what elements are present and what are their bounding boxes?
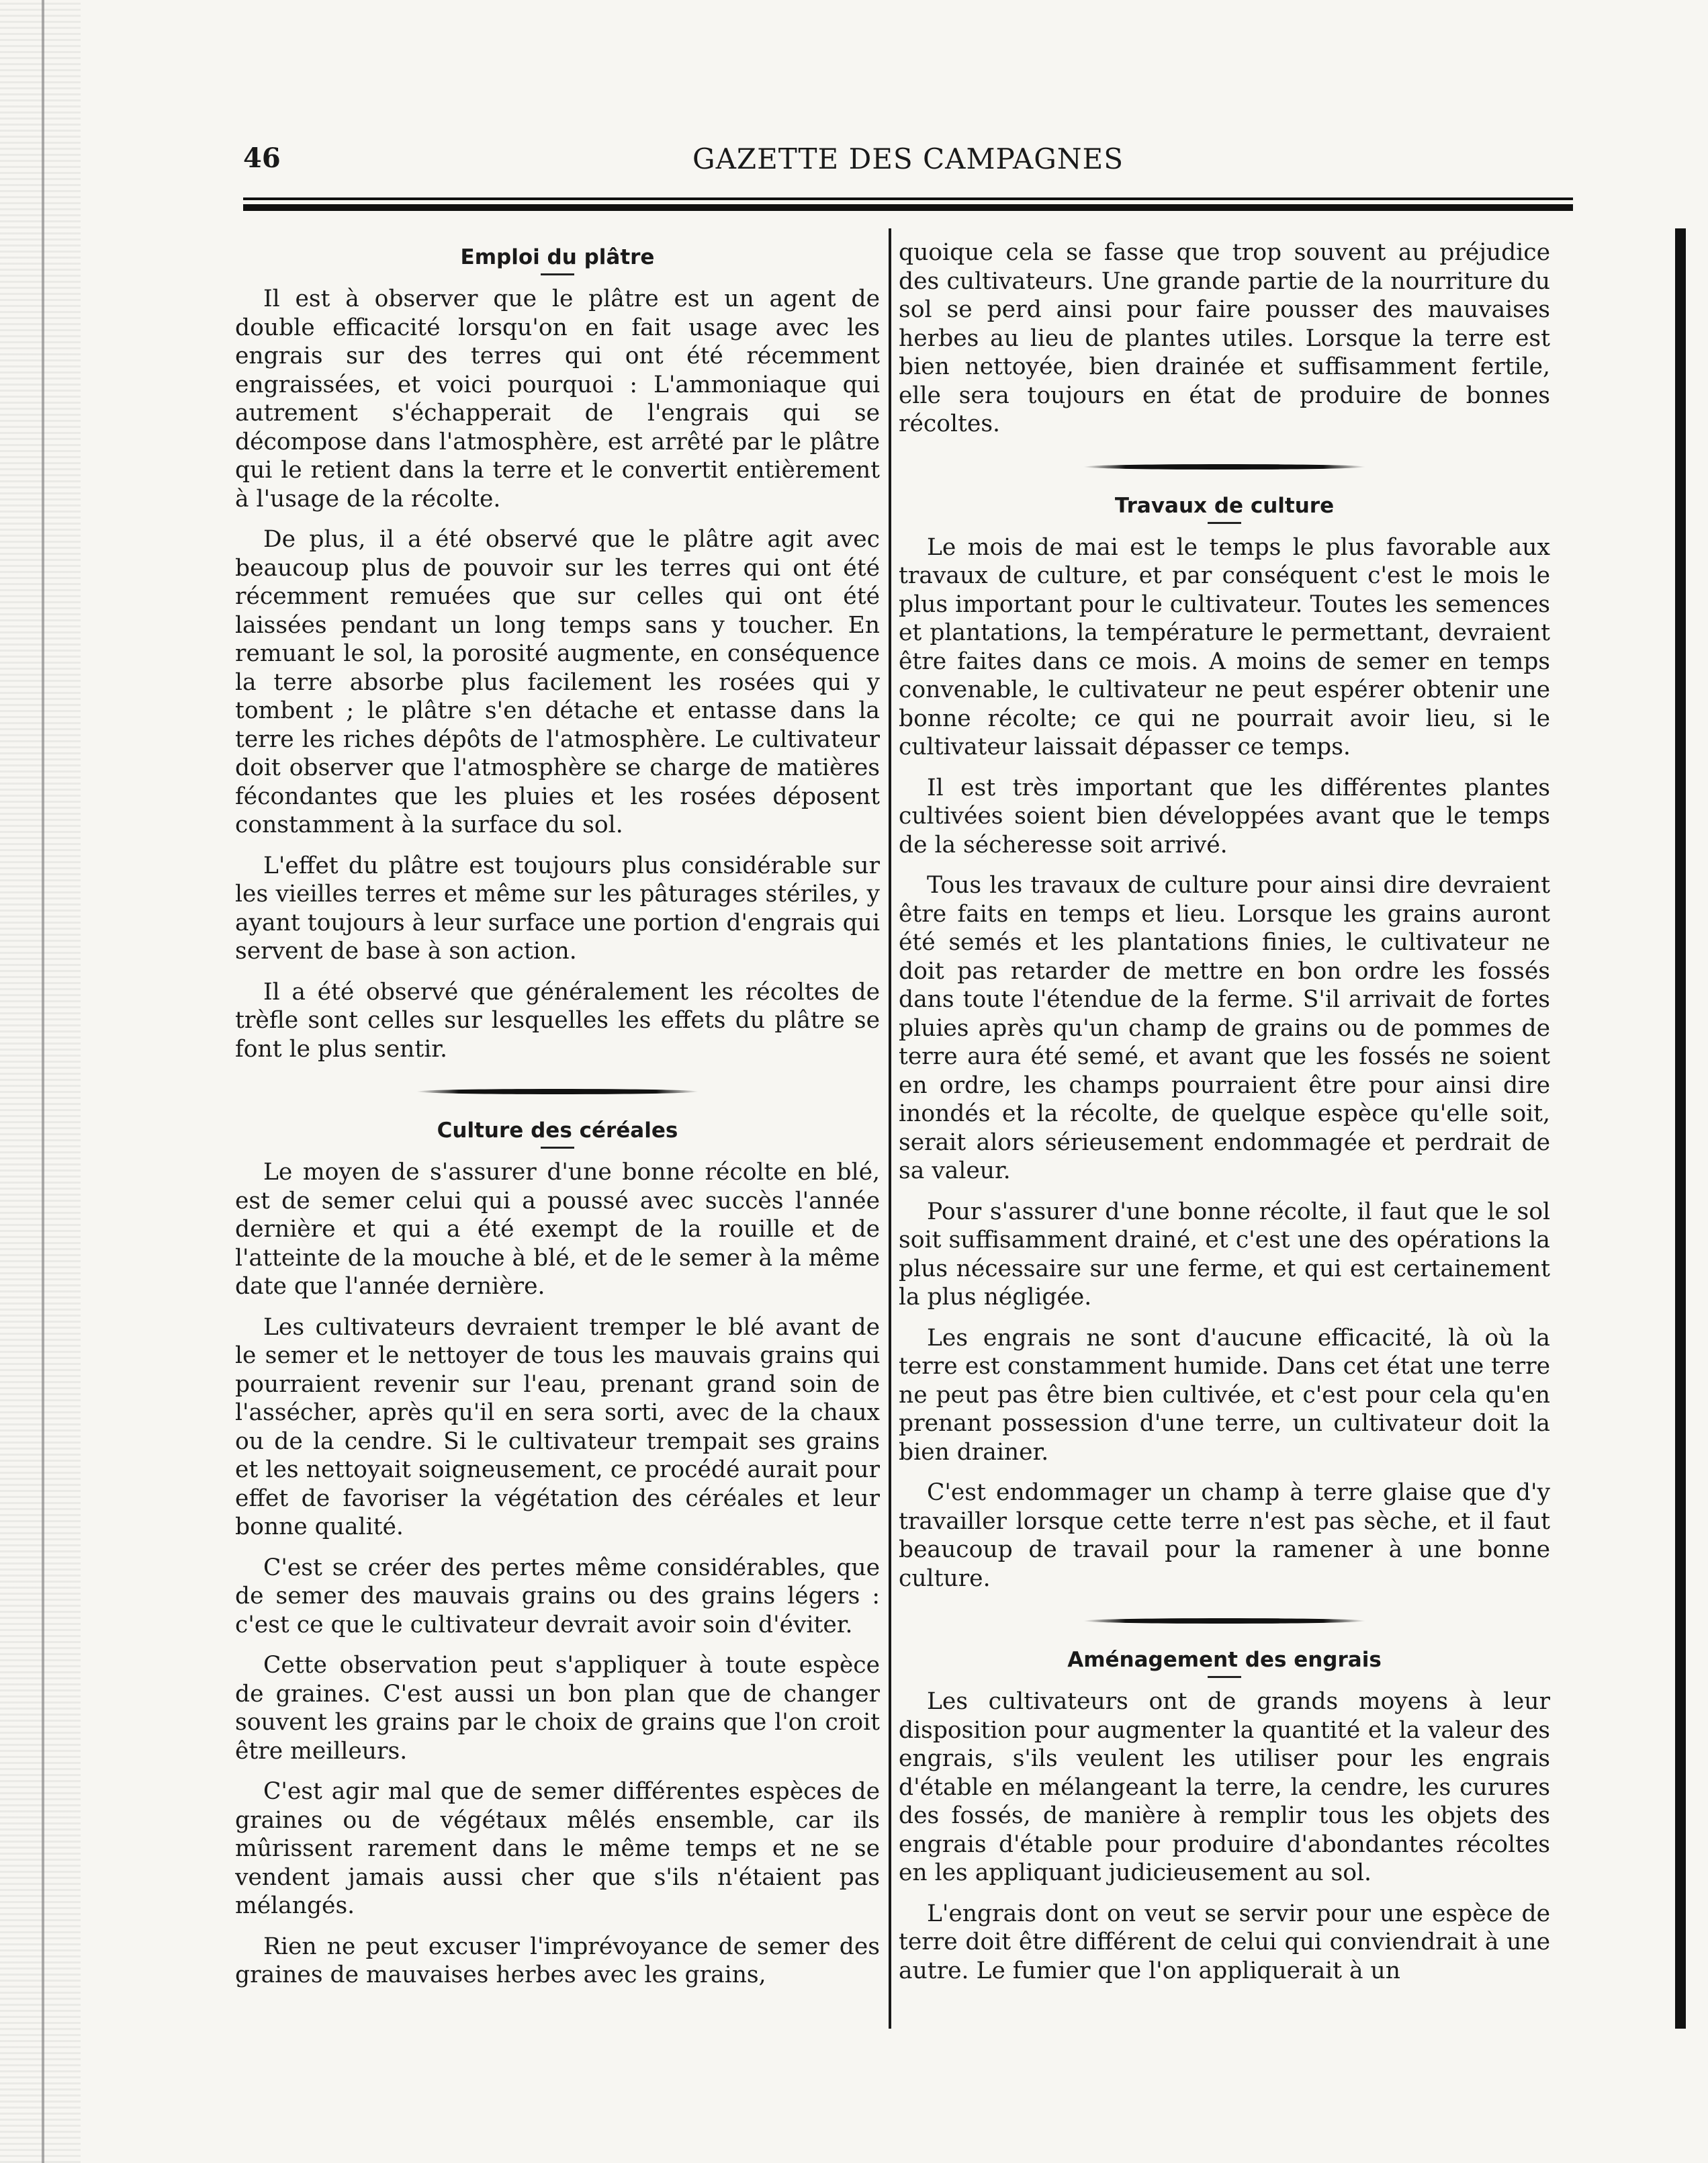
running-title: GAZETTE DES CAMPAGNES — [692, 142, 1124, 175]
binding-line — [42, 0, 44, 2163]
paragraph-continued: quoique cela se fasse que trop souvent au préjudice des cultivateurs. Une grande partie de la nourriture du sol se perd ainsi pour faire pousser des mauvaises herbes au lieu de plantes utiles. Lorsque la terre est bien nettoyée, bien drainée et suffisamment fertile, elle sera toujours en état de produire de bonnes récoltes. — [899, 239, 1550, 437]
title-dash — [541, 273, 574, 275]
paragraph: Les cultivateurs devraient tremper le blé avant de le semer et le nettoyer de tous les mauvais grains qui pourraient revenir sur l'eau, prenant grand soin de l'assécher, après qu'il en sera sorti, avec de la chaux ou de la cendre. Si le cultivateur trempait ses grains et les nettoyait soigneusement, ce procédé aurait pour effet de favoriser la végétation des céréales et leur bonne qualité. — [235, 1313, 880, 1540]
paragraph: Il a été observé que généralement les récoltes de trèfle sont celles sur lesquelles les effets du plâtre se font le plus sentir. — [235, 978, 880, 1063]
paragraph: Le mois de mai est le temps le plus favorable aux travaux de culture, et par conséquent c'est le mois le plus important pour le cultivateur. Toutes les semences et plantations, la température le permettant, devraient être faites dans ce mois. A moins de semer en temps convenable, le cultivateur ne peut espérer obtenir une bonne récolte; ce qui ne pourrait avoir lieu, si le cultivateur laissait dépasser ce temps. — [899, 533, 1550, 760]
section-title-amenagement-des-engrais: Aménagement des engrais — [1067, 1648, 1382, 1672]
paragraph: Tous les travaux de culture pour ainsi dire devraient être faits en temps et lieu. Lorsque les grains auront été semés et les plantations finies, le cultivateur ne doit pas retarder de mettre en bon ordre les fossés dans toute l'étendue de la ferme. S'il arrivait de fortes pluies après qu'un champ de grains ou de pommes de terre aura été semé, et avant que les fossés ne soient en ordre, les champs pourraient être pour ainsi dire inondés et la récolte, de quelque espèce qu'elle soit, serait alors sérieusement endommagée et perdrait de sa valeur. — [899, 872, 1550, 1184]
section-separator — [416, 1089, 699, 1094]
paragraph: C'est se créer des pertes même considérables, que de semer des mauvais grains ou des grains légers : c'est ce que le cultivateur devrait avoir soin d'éviter. — [235, 1554, 880, 1638]
paragraph: L'engrais dont on veut se servir pour une espèce de terre doit être différent de celui qui conviendrait à une autre. Le fumier que l'on appliquerait à un — [899, 1900, 1550, 1984]
paragraph: Pour s'assurer d'une bonne récolte, il faut que le sol soit suffisamment drainé, et c'est une des opérations la plus nécessaire sur une ferme, et qui est certainement la plus négligée. — [899, 1198, 1550, 1311]
paragraph: C'est agir mal que de semer différentes espèces de graines ou de végétaux mêlés ensemble, car ils mûrissent rarement dans le même temps et ne se vendent jamais aussi cher que s'ils n'étaient pas mélangés. — [235, 1778, 880, 1919]
left-column — [235, 238, 880, 2012]
paragraph: Les cultivateurs ont de grands moyens à leur disposition pour augmenter la quantité et la valeur des engrais, s'ils veulent les utiliser pour les engrais d'étable en mélangeant la terre, la cendre, les curures des fossés, de manière à remplir tous les objets des engrais d'étable pour produire d'abondantes récoltes en les appliquant judicieusement au sol. — [899, 1688, 1550, 1886]
paragraph: C'est endommager un champ à terre glaise que d'y travailler lorsque cette terre n'est pas sèche, et il faut beaucoup de travail pour la ramener à une bonne culture. — [899, 1479, 1550, 1592]
title-dash — [541, 1147, 574, 1149]
paragraph: Les engrais ne sont d'aucune efficacité, là où la terre est constamment humide. Dans cet état une terre ne peut pas être bien cultivée, et c'est pour cela qu'en prenant possession d'une terre, un cultivateur doit la bien drainer. — [899, 1324, 1550, 1466]
scanned-binding-edge — [0, 0, 81, 2163]
page-number: 46 — [243, 142, 281, 174]
column-divider — [889, 228, 891, 2029]
page-header — [243, 142, 1573, 189]
paragraph: L'effet du plâtre est toujours plus considérable sur les vieilles terres et même sur les pâturages stériles, y ayant toujours à leur surface une portion d'engrais qui servent de base à son action. — [235, 852, 880, 965]
paragraph: Il est à observer que le plâtre est un agent de double efficacité lorsqu'on en fait usage avec les engrais sur des terres qui ont été récemment engraissées, et voici pourquoi : L'ammoniaque qui autrement s'échapperait de l'engrais qui se décompose dans l'atmosphère, est arrêté par le plâtre qui le retient dans la terre et le convertit entièrement à l'usage de la récolte. — [235, 285, 880, 513]
section-title-culture-des-cereales: Culture des céréales — [437, 1118, 678, 1143]
header-rule-thin — [243, 197, 1573, 200]
title-dash — [1208, 522, 1241, 524]
paragraph: Il est très important que les différentes plantes cultivées soient bien développées avant que le temps de la sécheresse soit arrivé. — [899, 774, 1550, 858]
paragraph: Rien ne peut excuser l'imprévoyance de semer des graines de mauvaises herbes avec les grains, — [235, 1933, 880, 1988]
section-separator — [1083, 1618, 1365, 1624]
paragraph: Cette observation peut s'appliquer à toute espèce de graines. C'est aussi un bon plan que de changer souvent les grains par le choix de grains que l'on croit être meilleurs. — [235, 1652, 880, 1765]
right-column — [899, 238, 1550, 2012]
section-title-emploi-du-platre: Emploi du plâtre — [460, 245, 655, 269]
header-rule-thick — [243, 204, 1573, 211]
paragraph: Le moyen de s'assurer d'une bonne récolte en blé, est de semer celui qui a poussé avec succès l'année dernière et qui a été exempt de la rouille et de l'atteinte de la mouche à blé, et de le semer à la même date que l'année dernière. — [235, 1159, 880, 1300]
section-title-travaux-de-culture: Travaux de culture — [1114, 493, 1335, 518]
title-dash — [1208, 1676, 1241, 1678]
right-margin-rule — [1675, 228, 1686, 2029]
paragraph: De plus, il a été observé que le plâtre agit avec beaucoup plus de pouvoir sur les terres qui ont été récemment remuées que sur celles qui ont été laissées pendant un long temps sans y toucher. En remuant le sol, la porosité augmente, en conséquence la terre absorbe plus facilement les rosées qui y tombent ; le plâtre s'en détache et entasse dans la terre les riches dépôts de l'atmosphère. Le cultivateur doit observer que l'atmosphère se charge de matières fécondantes que les pluies et les rosées déposent constamment à la surface du sol. — [235, 526, 880, 838]
section-separator — [1083, 464, 1365, 470]
